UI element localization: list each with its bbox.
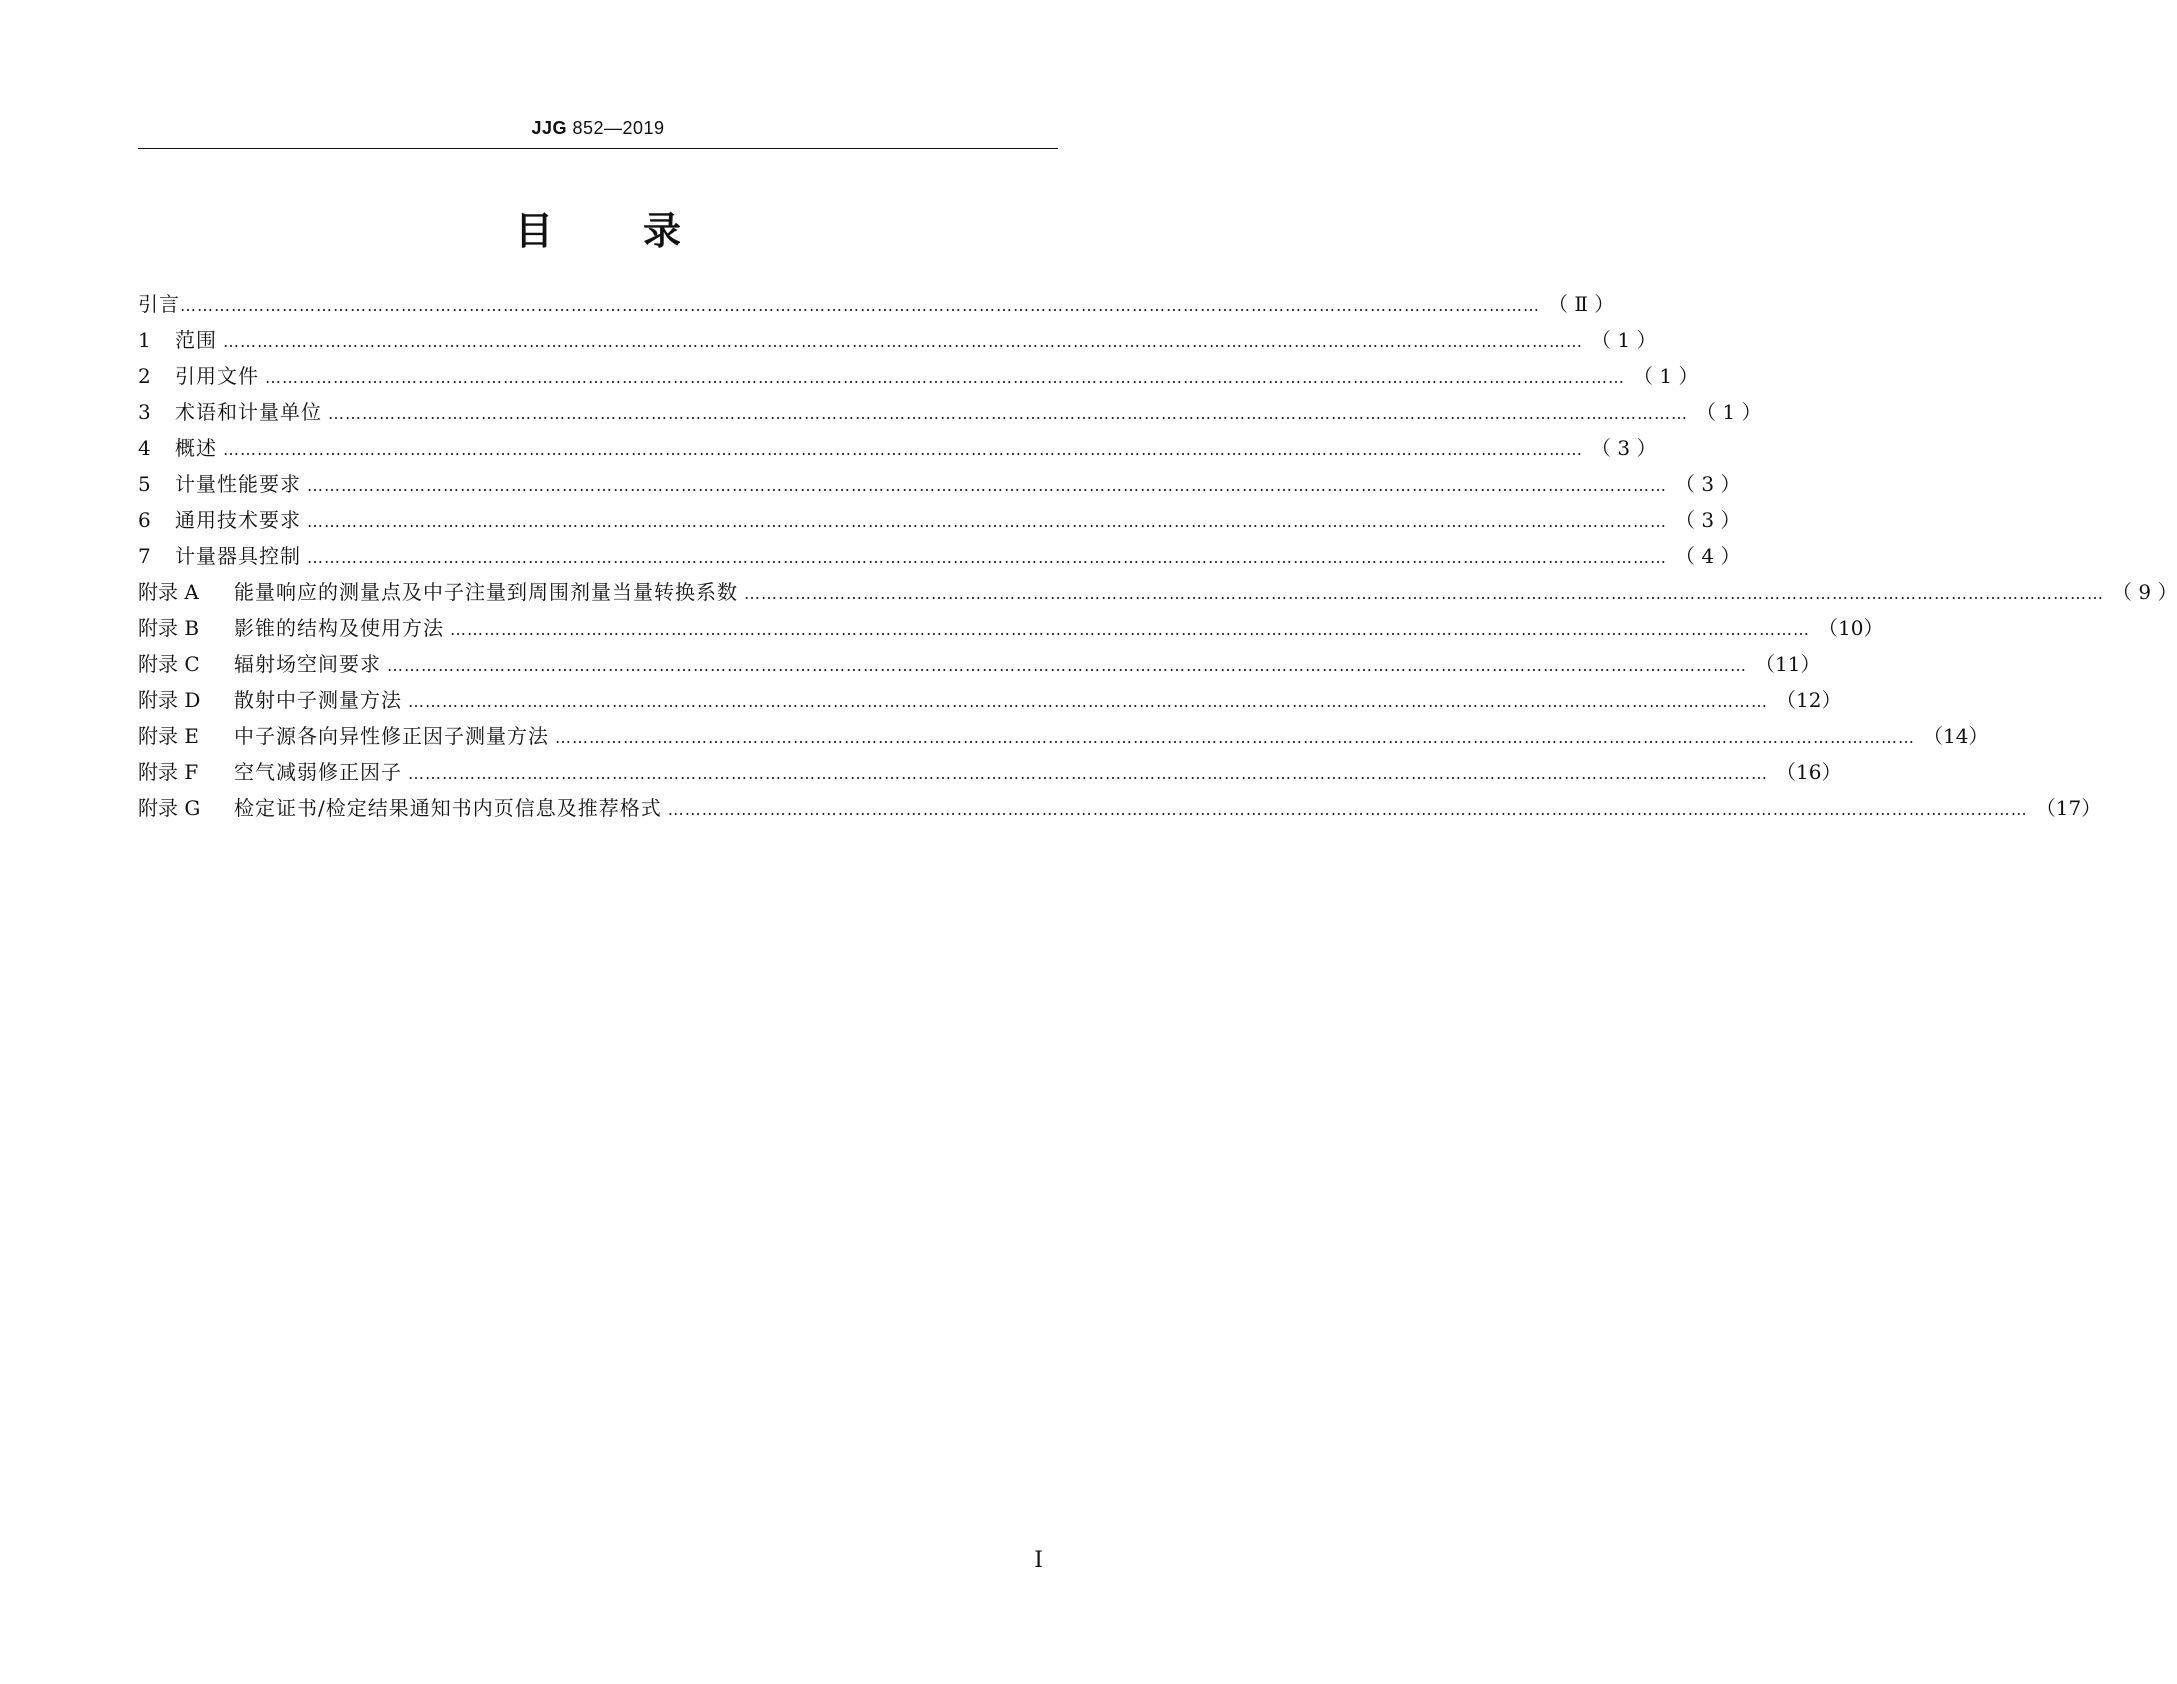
toc-entry-number: 7 (138, 544, 151, 568)
toc-leader-dots: …………………………………………………………………………………………………………………………………………………………………………………………………………………… (180, 296, 1540, 315)
toc-entry-page: （ 4 ） (1675, 544, 1741, 568)
toc-entry-number: 附录 C (138, 652, 200, 676)
toc-entry-page: （12） (1776, 688, 1842, 712)
toc-entry[interactable] (138, 432, 1657, 468)
toc-entry[interactable] (138, 360, 1699, 396)
toc-entry-label: 术语和计量单位 (175, 400, 322, 424)
toc-entry-page: （ 1 ） (1633, 364, 1699, 388)
toc-leader-dots: …………………………………………………………………………………………………………………………………………………………………………………………………………………… (328, 404, 1688, 423)
toc-leader-dots: …………………………………………………………………………………………………………………………………………………………………………………………………………………… (307, 476, 1667, 495)
standard-prefix: JJG (531, 118, 567, 138)
toc-leader-dots: …………………………………………………………………………………………………………………………………………………………………………………………………………………… (408, 764, 1768, 783)
toc-leader-dots: …………………………………………………………………………………………………………………………………………………………………………………………………………………… (555, 728, 1915, 747)
toc-entry-page: （10） (1818, 616, 1884, 640)
toc-entry-page: （ 3 ） (1675, 508, 1741, 532)
toc-title (138, 200, 1058, 255)
toc-leader-dots: …………………………………………………………………………………………………………………………………………………………………………………………………………………… (387, 656, 1747, 675)
toc-entry-label: 通用技术要求 (175, 508, 301, 532)
toc-entry-page: （14） (1923, 724, 1989, 748)
toc-entry-number: 1 (138, 328, 151, 352)
toc-entry-label: 能量响应的测量点及中子注量到周围剂量当量转换系数 (234, 580, 738, 604)
toc-entry[interactable] (138, 756, 1842, 792)
toc-entry-page: （ 3 ） (1591, 436, 1657, 460)
toc-entry-number: 6 (138, 508, 151, 532)
toc-entry[interactable] (138, 720, 1989, 756)
page-number: Ⅰ (1034, 1548, 1043, 1573)
toc-entry-number: 2 (138, 364, 151, 388)
toc-leader-dots: …………………………………………………………………………………………………………………………………………………………………………………………………………………… (307, 512, 1667, 531)
toc-title-char-2: 录 (643, 209, 682, 253)
toc-entry-page: （11） (1755, 652, 1821, 676)
toc-entry[interactable] (138, 504, 1741, 540)
toc-entry[interactable] (138, 468, 1741, 504)
toc-leader-dots: …………………………………………………………………………………………………………………………………………………………………………………………………………………… (744, 584, 2104, 603)
toc-entry-number: 附录 E (138, 724, 199, 748)
toc-entry[interactable] (138, 576, 2177, 612)
toc-entry-page: （ 1 ） (1591, 328, 1657, 352)
toc-entry[interactable] (138, 396, 1762, 432)
toc-entry-label: 影锥的结构及使用方法 (234, 616, 444, 640)
toc-entry-number: 5 (138, 472, 151, 496)
toc-entry-label: 计量性能要求 (175, 472, 301, 496)
toc-entry[interactable] (138, 540, 1741, 576)
toc-entry-label: 引用文件 (175, 364, 259, 388)
toc-entry-page: （ 3 ） (1675, 472, 1741, 496)
toc-entry-label: 检定证书/检定结果通知书内页信息及推荐格式 (234, 796, 662, 820)
toc-entry-label: 概述 (175, 436, 217, 460)
toc-entry-number: 附录 F (138, 760, 199, 784)
toc-entry-label: 范围 (175, 328, 217, 352)
toc-entry[interactable] (138, 612, 1884, 648)
toc-entry[interactable] (138, 324, 1657, 360)
toc-entry[interactable] (138, 288, 1615, 324)
toc-leader-dots: …………………………………………………………………………………………………………………………………………………………………………………………………………………… (667, 800, 2028, 819)
toc-entry-number: 3 (138, 400, 151, 424)
running-header (138, 118, 1058, 139)
toc-leader-dots: …………………………………………………………………………………………………………………………………………………………………………………………………………………… (307, 548, 1667, 567)
table-of-contents (138, 288, 2177, 828)
toc-entry[interactable] (138, 684, 1842, 720)
standard-number: 852—2019 (572, 118, 665, 138)
toc-entry-label: 中子源各向异性修正因子测量方法 (234, 724, 549, 748)
toc-leader-dots: …………………………………………………………………………………………………………………………………………………………………………………………………………………… (265, 368, 1625, 387)
toc-entry-page: （17） (2035, 796, 2102, 820)
toc-entry-label: 计量器具控制 (175, 544, 301, 568)
toc-entry-number: 附录 A (138, 580, 199, 604)
toc-entry-label: 辐射场空间要求 (234, 652, 381, 676)
toc-entry-number: 附录 G (138, 796, 201, 820)
toc-entry[interactable] (138, 792, 2102, 828)
toc-entry-number: 4 (138, 436, 151, 460)
toc-entry-label: 引言 (138, 292, 180, 316)
toc-entry-page: （ 1 ） (1696, 400, 1762, 424)
toc-title-char-1: 目 (514, 209, 553, 253)
header-divider (138, 148, 1058, 149)
toc-entry-number: 附录 D (138, 688, 201, 712)
toc-entry-page: （ Ⅱ ） (1548, 292, 1615, 316)
toc-entry-label: 空气减弱修正因子 (234, 760, 402, 784)
toc-leader-dots: …………………………………………………………………………………………………………………………………………………………………………………………………………………… (223, 332, 1583, 351)
toc-leader-dots: …………………………………………………………………………………………………………………………………………………………………………………………………………………… (223, 440, 1583, 459)
toc-leader-dots: …………………………………………………………………………………………………………………………………………………………………………………………………………………… (408, 692, 1768, 711)
toc-entry-number: 附录 B (138, 616, 200, 640)
toc-entry-label: 散射中子测量方法 (234, 688, 402, 712)
toc-leader-dots: …………………………………………………………………………………………………………………………………………………………………………………………………………………… (450, 620, 1810, 639)
toc-entry[interactable] (138, 648, 1821, 684)
toc-entry-page: （16） (1776, 760, 1842, 784)
toc-entry-page: （ 9 ） (2112, 580, 2177, 604)
